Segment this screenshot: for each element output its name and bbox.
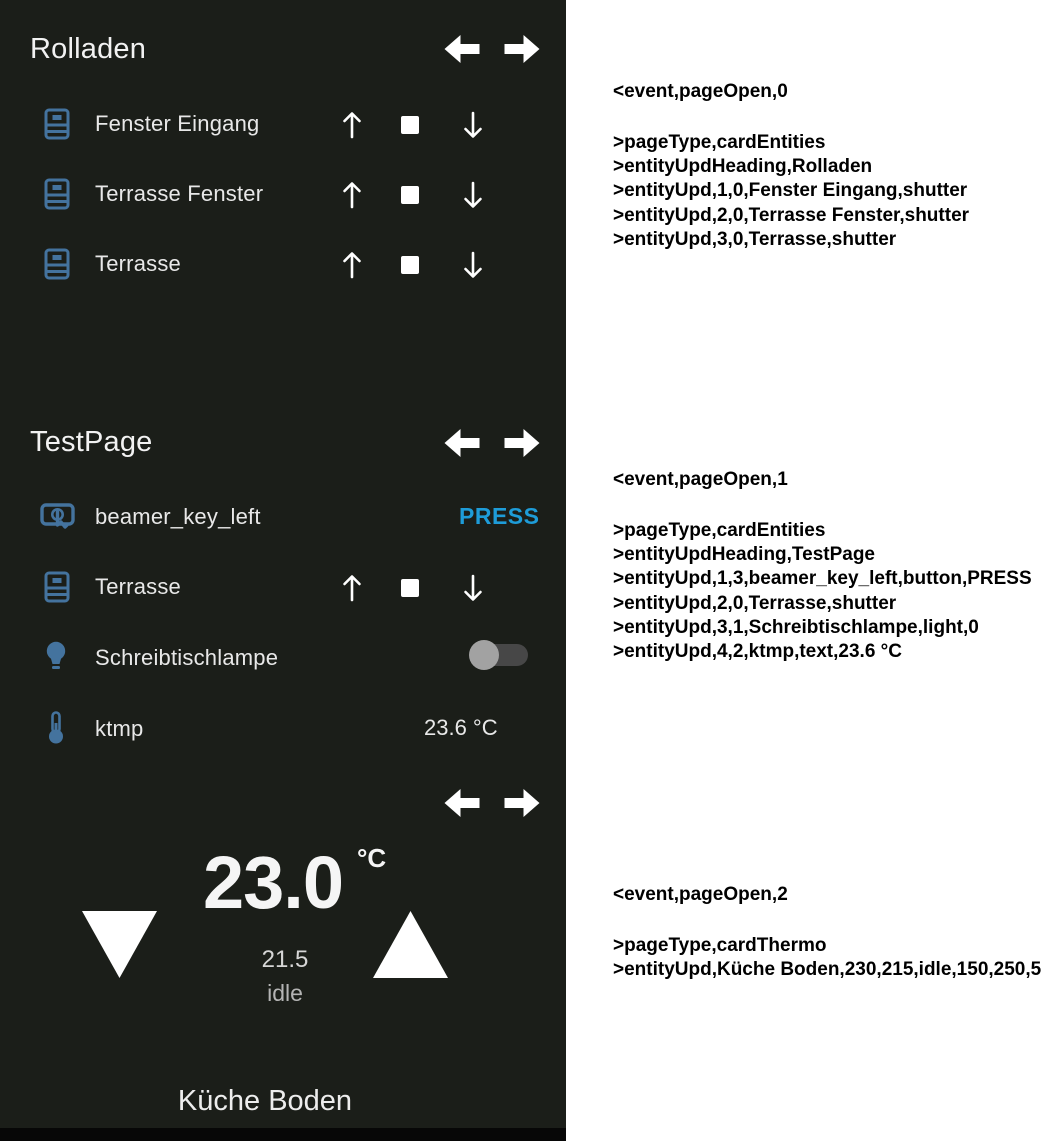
- log-line: >entityUpdHeading,TestPage: [613, 544, 876, 566]
- thermometer-icon: [47, 711, 65, 744]
- entity-label: Fenster Eingang: [95, 111, 260, 136]
- log-line: >pageType,cardEntities: [613, 520, 826, 541]
- entity-label: Terrasse Fenster: [95, 181, 264, 206]
- entity-label: Terrasse: [95, 251, 181, 276]
- arrow-down-icon[interactable]: [461, 178, 485, 212]
- arrow-up-icon[interactable]: [340, 108, 364, 142]
- entity-label: beamer_key_left: [95, 504, 261, 529]
- log-line: >entityUpdHeading,Rolladen: [613, 156, 873, 178]
- log-line: >entityUpd,1,0,Fenster Eingang,shutter: [613, 180, 968, 202]
- setpoint-temperature: 21.5: [261, 946, 309, 973]
- window-shutter-icon: [44, 108, 70, 140]
- nav-arrow-left-icon[interactable]: [443, 427, 481, 459]
- stop-icon[interactable]: [401, 579, 419, 597]
- entity-label: Terrasse: [95, 574, 181, 599]
- nav-arrow-left-icon[interactable]: [443, 787, 481, 819]
- window-shutter-icon: [44, 178, 70, 210]
- temperature-unit: °C: [357, 843, 387, 873]
- lightbulb-icon: [44, 640, 68, 670]
- nav-arrow-left-icon[interactable]: [443, 33, 481, 65]
- entity-label: ktmp: [95, 716, 144, 741]
- log-event-line: <event,pageOpen,0: [613, 81, 788, 102]
- log-line: >entityUpd,2,0,Terrasse,shutter: [613, 592, 897, 614]
- arrow-up-icon[interactable]: [340, 178, 364, 212]
- log-event-line: <event,pageOpen,2: [613, 884, 788, 905]
- press-button[interactable]: PRESS: [459, 503, 540, 529]
- thermostat-title: Küche Boden: [177, 1085, 353, 1117]
- log-line: >entityUpd,3,0,Terrasse,shutter: [613, 228, 897, 250]
- stop-icon[interactable]: [401, 186, 419, 204]
- nav-arrow-right-icon[interactable]: [504, 427, 542, 459]
- current-temperature: 23.0: [203, 841, 344, 924]
- log-block-page2: [613, 883, 1043, 982]
- window-shutter-icon: [44, 248, 70, 280]
- page-title: Rolladen: [30, 33, 147, 65]
- light-toggle-knob[interactable]: [469, 640, 499, 670]
- log-line: >entityUpd,Küche Boden,230,215,idle,150,250,5: [613, 959, 1042, 981]
- log-event-line: <event,pageOpen,1: [613, 469, 788, 490]
- screen-bottom-bezel: [0, 1128, 566, 1141]
- arrow-up-icon[interactable]: [340, 571, 364, 605]
- arrow-down-icon[interactable]: [461, 108, 485, 142]
- triangle-down-icon[interactable]: [82, 911, 157, 978]
- arrow-down-icon[interactable]: [461, 248, 485, 282]
- arrow-down-icon[interactable]: [461, 571, 485, 605]
- stop-icon[interactable]: [401, 116, 419, 134]
- log-block-page0: [613, 80, 1043, 252]
- stop-icon[interactable]: [401, 256, 419, 274]
- nav-arrow-right-icon[interactable]: [504, 33, 542, 65]
- log-line: >entityUpd,1,3,beamer_key_left,button,PRESS: [613, 568, 1032, 590]
- entity-label: Schreibtischlampe: [95, 645, 279, 670]
- entity-value: 23.6 °C: [424, 715, 498, 740]
- log-line: >pageType,cardEntities: [613, 132, 826, 153]
- log-line: >entityUpd,3,1,Schreibtischlampe,light,0: [613, 616, 979, 638]
- log-block-page1: [613, 468, 1043, 664]
- log-line: >pageType,cardThermo: [613, 935, 827, 956]
- triangle-up-icon[interactable]: [373, 911, 448, 978]
- log-line: >entityUpd,2,0,Terrasse Fenster,shutter: [613, 204, 970, 226]
- window-shutter-icon: [44, 571, 70, 603]
- nav-arrow-right-icon[interactable]: [504, 787, 542, 819]
- page-title: TestPage: [30, 426, 153, 458]
- log-line: >entityUpd,4,2,ktmp,text,23.6 °C: [613, 641, 902, 663]
- hvac-state: idle: [267, 980, 303, 1006]
- arrow-up-icon[interactable]: [340, 248, 364, 282]
- gesture-tap-icon: [40, 501, 76, 531]
